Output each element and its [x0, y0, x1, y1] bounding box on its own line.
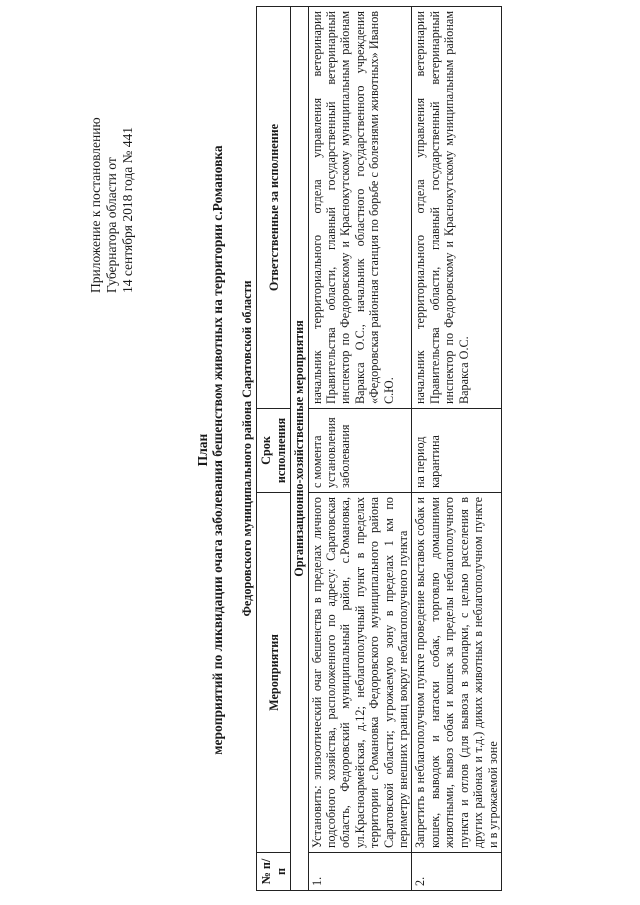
plan-table	[240, 6, 502, 891]
row-measure: Запретить в неблагополучном пункте проведение выставок собак и кошек, выводок и натаски собак, торговлю домашними животными, вывоз собак и кошек за пределы неблагополучного пункта и отлов (для вывоза в зоопарки, с целью расселения в других районах и т.д.) диких животных в неблагополучном пункте и в угрожаемой зоне	[412, 493, 501, 853]
row-responsible: начальник территориального отдела управления ветеринарии Правительства области, главный государственный ветеринарный инспектор по Федоровскому и Краснокутскому муниципальным районам Варакса О.С., начальник областного государственного учреждения «Федоровская районная станция по борьбе с болезнями животных» Иванов С.Ю.	[308, 6, 412, 408]
header-num: № п/п	[257, 853, 291, 891]
appendix-line-3: 14 сентября 2018 года № 441	[120, 126, 135, 293]
row-term: на период карантина	[412, 409, 501, 493]
table-header-row	[257, 6, 291, 890]
section-row	[291, 6, 308, 890]
table-row	[308, 6, 412, 890]
table-row	[412, 6, 501, 890]
header-term: Срок исполнения	[257, 409, 291, 493]
appendix-line-1: Приложение к постановлению	[88, 117, 103, 293]
plan-title: План	[195, 433, 210, 467]
row-measure: Установить: эпизоотический очаг бешенства в пределах личного подсобного хозяйства, расположенного по адресу: Саратовская область, Федоровский муниципальный район, с.Романовка, ул.Красноармейская, д.12; неблагополучный пункт в пределах территории с.Романовка Федоровского муниципального района Саратовской области; угрожаемую зону в пределах 1 км по периметру внешних границ вокруг неблагополучного пункта	[308, 493, 412, 853]
appendix-note	[88, 13, 136, 293]
row-responsible: начальник территориального отдела управления ветеринарии Правительства области, главный государственный ветеринарный инспектор по Федоровскому и Краснокутскому муниципальным районам Варакса О.С.	[412, 6, 501, 408]
header-responsible: Ответственные за исполнение	[257, 6, 291, 408]
appendix-line-2: Губернатора области от	[104, 157, 119, 293]
header-measure: Мероприятия	[257, 493, 291, 853]
row-term: с момента установления заболевания	[308, 409, 412, 493]
section-title: Организационно-хозяйственные мероприятия	[291, 6, 308, 890]
plan-subtitle-line-2: Федоровского муниципального района Саратовской области	[240, 280, 254, 617]
row-num: 2.	[412, 853, 501, 891]
plan-subtitle-line-1: мероприятий по ликвидации очага заболевания бешенством животных на территории с.Романовка	[210, 145, 225, 755]
row-num: 1.	[308, 853, 412, 891]
